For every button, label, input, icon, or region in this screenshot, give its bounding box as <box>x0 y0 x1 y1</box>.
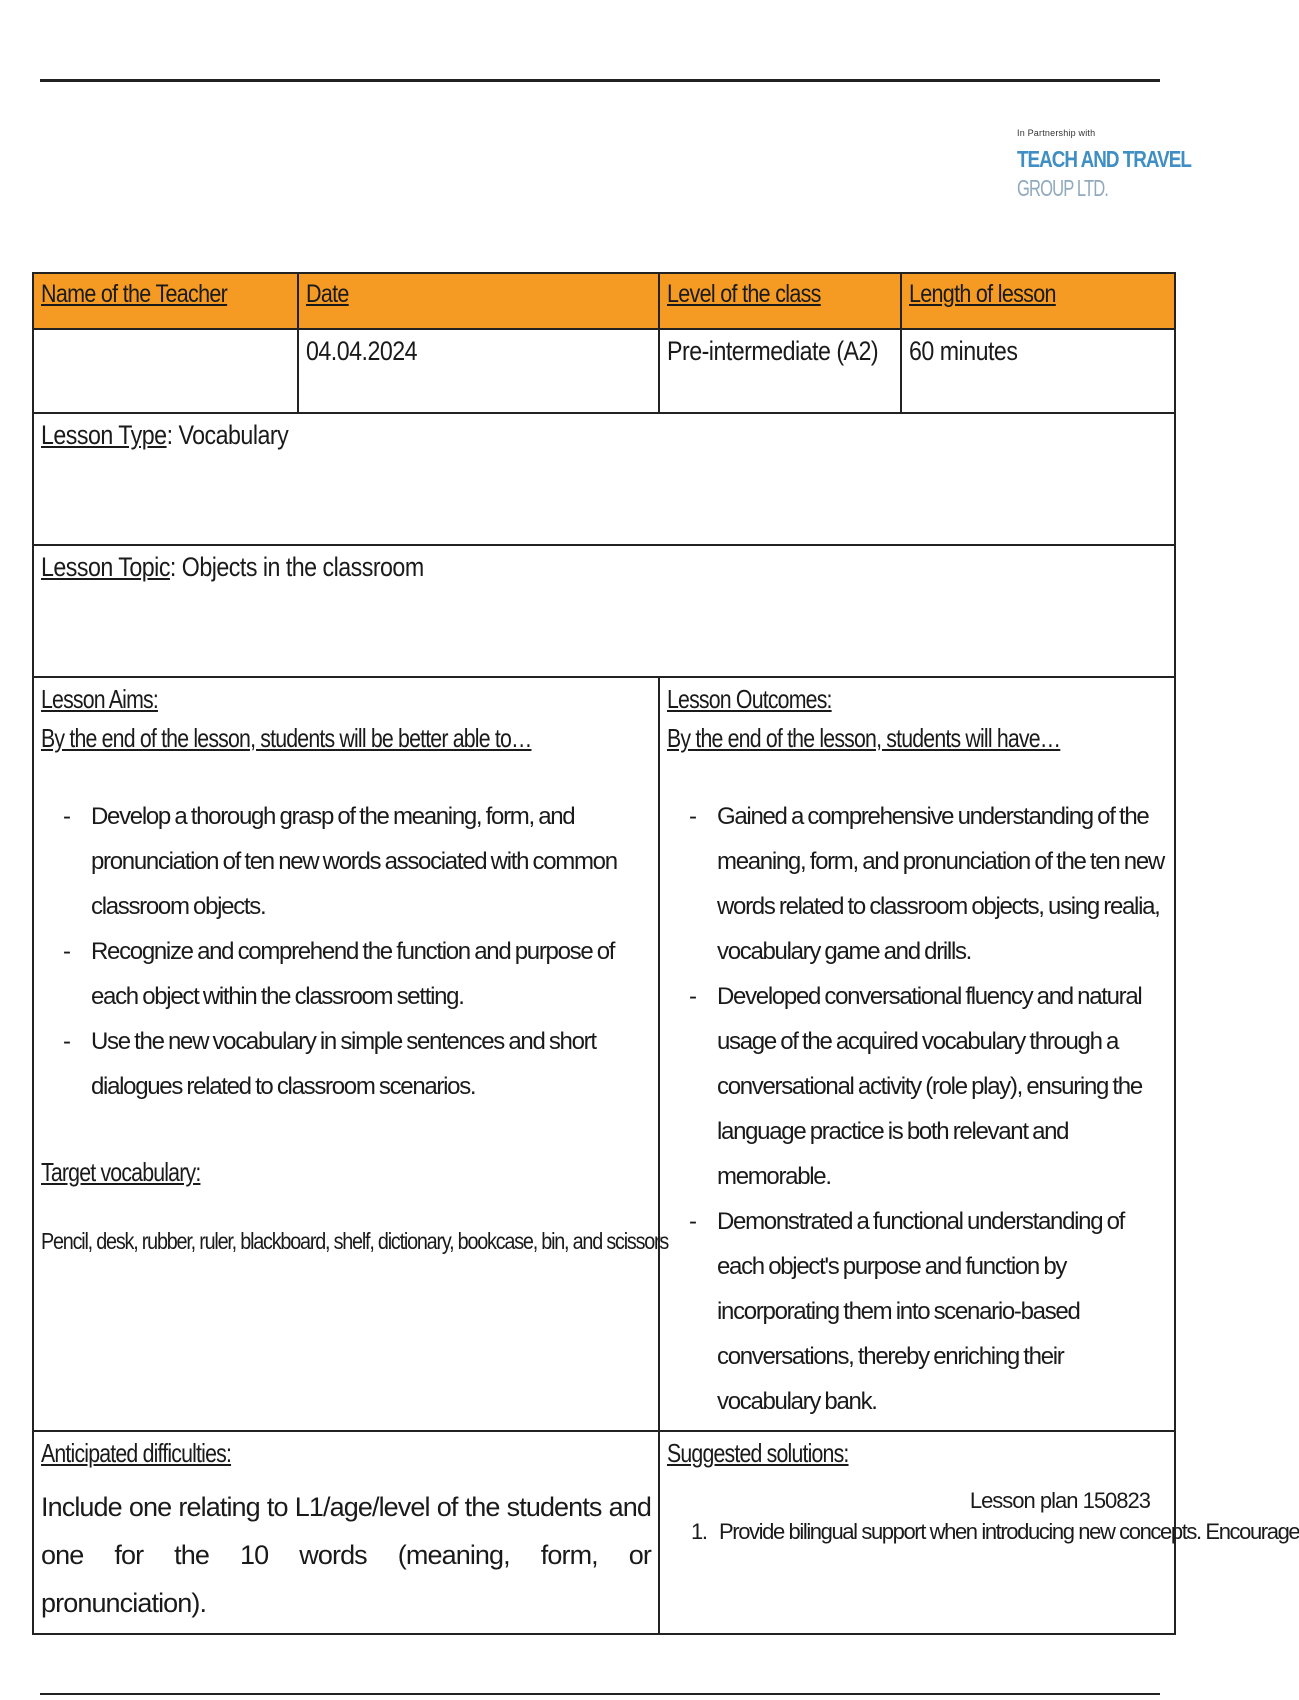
header-teacher-cell <box>33 273 298 329</box>
lesson-topic-value: Objects in the classroom <box>181 552 424 582</box>
header-date: Date <box>306 280 349 308</box>
brand-line-2: GROUP LTD. <box>1017 175 1109 201</box>
lesson-topic-cell <box>33 545 1175 677</box>
header-level-cell <box>659 273 901 329</box>
outcomes-item: - Gained a comprehensive understanding of the meaning, form, and pronunciation of the ten new words related to classroom objects, using realia, vocabulary game and drills. <box>689 803 1164 965</box>
difficulties-cell <box>33 1431 659 1634</box>
vocabulary-list: Pencil, desk, rubber, ruler, blackboard, shelf, dictionary, bookcase, bin, and scissors <box>41 1228 669 1254</box>
level-cell <box>659 329 901 413</box>
outcomes-title: Lesson Outcomes: <box>667 684 832 714</box>
aims-list <box>41 794 651 1109</box>
outcomes-subtitle: By the end of the lesson, students will have… <box>667 723 1061 753</box>
aims-item: - Develop a thorough grasp of the meaning, form, and pronunciation of ten new words associated with common classroom objects. <box>63 803 617 920</box>
aims-item: - Recognize and comprehend the function and purpose of each object within the classroom setting. <box>63 938 615 1010</box>
solutions-list <box>667 1519 1299 1545</box>
level-value: Pre-intermediate (A2) <box>667 336 879 366</box>
header-level: Level of the class <box>667 280 821 308</box>
aims-cell <box>33 677 669 1431</box>
length-cell <box>901 329 1175 413</box>
lesson-topic-line: Lesson Topic: Objects in the classroom <box>41 552 424 582</box>
lesson-topic-row <box>33 545 1175 677</box>
vocabulary-title: Target vocabulary: <box>41 1157 201 1187</box>
bottom-rule <box>40 1693 1160 1695</box>
partner-text: In Partnership with <box>1017 128 1096 138</box>
date-cell <box>298 329 659 413</box>
top-rule <box>40 79 1160 82</box>
difficulties-title: Anticipated difficulties: <box>41 1438 232 1468</box>
aims-title: Lesson Aims: <box>41 684 158 714</box>
aims-subtitle: By the end of the lesson, students will be better able to… <box>41 723 532 753</box>
header-length-cell <box>901 273 1175 329</box>
header-row <box>33 273 1175 329</box>
lesson-type-row <box>33 413 1175 545</box>
lesson-type-line: Lesson Type: Vocabulary <box>41 420 289 450</box>
date-value: 04.04.2024 <box>306 336 418 366</box>
lesson-topic-label: Lesson Topic <box>41 552 170 582</box>
lesson-plan-table <box>32 272 1299 1635</box>
difficulties-solutions-row <box>33 1431 1175 1634</box>
difficulties-text: Include one relating to L1/age/level of the students and one for the 10 words (meaning, form, or pronunciation). <box>41 1492 651 1618</box>
outcomes-cell <box>659 677 1175 1431</box>
outcomes-item: - Demonstrated a functional understanding of each object's purpose and function by incorporating them into scenario-based conversations, thereby enriching their vocabulary bank. <box>689 1208 1125 1415</box>
solutions-item: 1. Provide bilingual support when introducing new concepts. Encourage <box>691 1519 1299 1544</box>
solutions-title: Suggested solutions: <box>667 1438 849 1468</box>
length-value: 60 minutes <box>909 336 1018 366</box>
header-teacher: Name of the Teacher <box>41 280 228 308</box>
aims-item: - Use the new vocabulary in simple sentences and short dialogues related to classroom scenarios. <box>63 1028 596 1100</box>
solutions-cell <box>659 1431 1299 1634</box>
lesson-type-value: Vocabulary <box>178 420 289 450</box>
lesson-type-cell <box>33 413 1175 545</box>
header-date-cell <box>298 273 659 329</box>
outcomes-item: - Developed conversational fluency and natural usage of the acquired vocabulary through a conversational activity (role play), ensuring the language practice is both relevant and memorable. <box>689 983 1142 1190</box>
outcomes-list <box>667 794 1167 1424</box>
footer-note: Lesson plan 150823 <box>969 1488 1150 1513</box>
lesson-type-label: Lesson Type <box>41 420 167 450</box>
teacher-name-cell <box>33 329 298 413</box>
values-row <box>33 329 1175 413</box>
partner-logo <box>1017 128 1191 202</box>
header-length: Length of lesson <box>909 280 1056 308</box>
brand-line-1: TEACH AND TRAVEL <box>1017 146 1191 172</box>
aims-outcomes-row <box>33 677 1175 1431</box>
